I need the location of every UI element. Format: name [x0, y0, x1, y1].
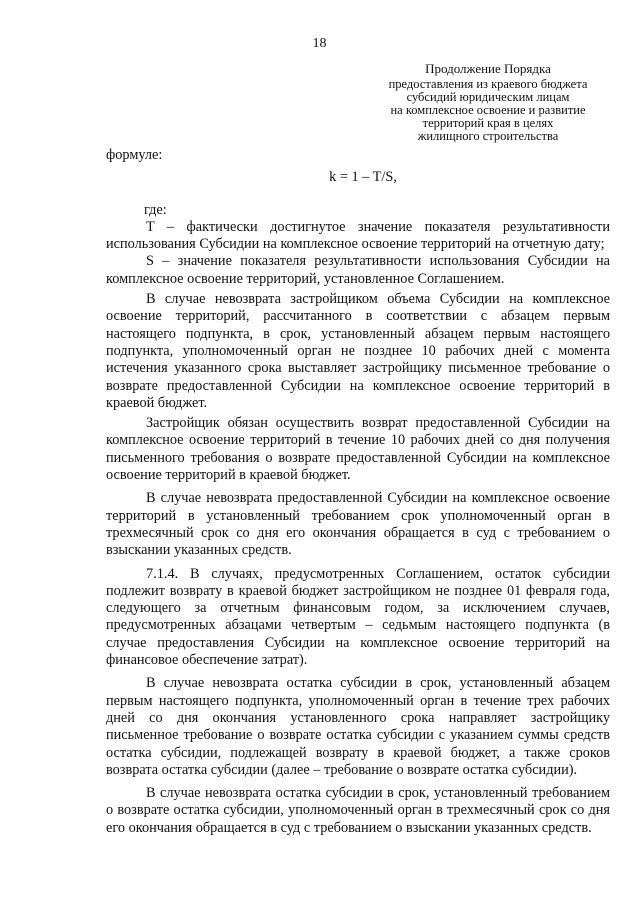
header-line: субсидий юридическим лицам — [406, 90, 570, 104]
paragraph: В случае невозврата остатка субсидии в срок, установленный требованием о возврате остатка субсидии, уполномоченный орган в трехмесячный срок со дня его окончания обращается в суд с требованием о взыскании указанных средств. — [106, 785, 610, 836]
header-note — [372, 62, 604, 143]
header-line: жилищного строительства — [417, 129, 559, 143]
paragraph: В случае невозврата застройщиком объема Субсидии на комплексное освоение территорий, рассчитанного в соответствии с абзацем первым настоящего подпункта, в срок, установленный абзацем первым настоящего подпункта, уполномоченный орган не позднее 10 рабочих дней с момента истечения указанного срока выставляет застройщику письменное требование о возврате предоставленной Субсидии на комплексное освоение территорий в краевой бюджет. — [106, 291, 610, 411]
paragraph-t-definition: T – фактически достигнутое значение показателя результативности использования Субсидии на комплексное освоение территорий на отчетную дату; — [106, 218, 610, 253]
header-line: Продолжение Порядка — [425, 61, 551, 76]
paragraph: Застройщик обязан осуществить возврат предоставленной Субсидии на комплексное освоение территорий в течение 10 рабочих дней со дня получения письменного требования о возврате предоставленной Субсидии на комплексное освоение территорий в краевой бюджет. — [106, 415, 610, 484]
page-number: 18 — [312, 36, 327, 51]
body-text — [106, 147, 610, 837]
paragraph: В случае невозврата остатка субсидии в срок, установленный абзацем первым настоящего подпункта, уполномоченный орган в течение трех рабочих дней со дня окончания установленного срока направляет застройщику письменное требование о возврате остатка субсидии с указанием суммы средств остатка субсидии, подлежащей возврату в краевой бюджет, а также сроков возврата остатка субсидии (далее – требование о возврате остатка субсидии). — [106, 675, 610, 778]
paragraph-s-definition: S – значение показателя результативности использования Субсидии на комплексное освоение территорий, установленное Соглашением. — [106, 253, 610, 287]
paragraph: 7.1.4. В случаях, предусмотренных Соглашением, остаток субсидии подлежит возврату в краевой бюджет застройщиком не позднее 01 февраля года, следующего за отчетным финансовым годом, за исключением случаев, предусмотренных абзацами четвертым – седьмым настоящего подпункта (в случае предоставления Субсидии на комплексное освоение территорий на финансовое обеспечение затрат). — [106, 565, 610, 669]
paragraph: В случае невозврата предоставленной Субсидии на комплексное освоение территорий в установленный требованием срок уполномоченный орган в трехмесячный срок со дня его окончания обращается в суд с требованием о взыскании указанных средств. — [106, 490, 610, 559]
header-line: территорий края в целях — [422, 116, 554, 130]
intro-text: формуле: — [106, 147, 163, 163]
where-label: где: — [144, 201, 167, 218]
formula: k = 1 – T/S, — [329, 169, 397, 186]
header-line: предоставления из краевого бюджета — [388, 77, 588, 91]
header-line: на комплексное освоение и развитие — [390, 103, 586, 117]
